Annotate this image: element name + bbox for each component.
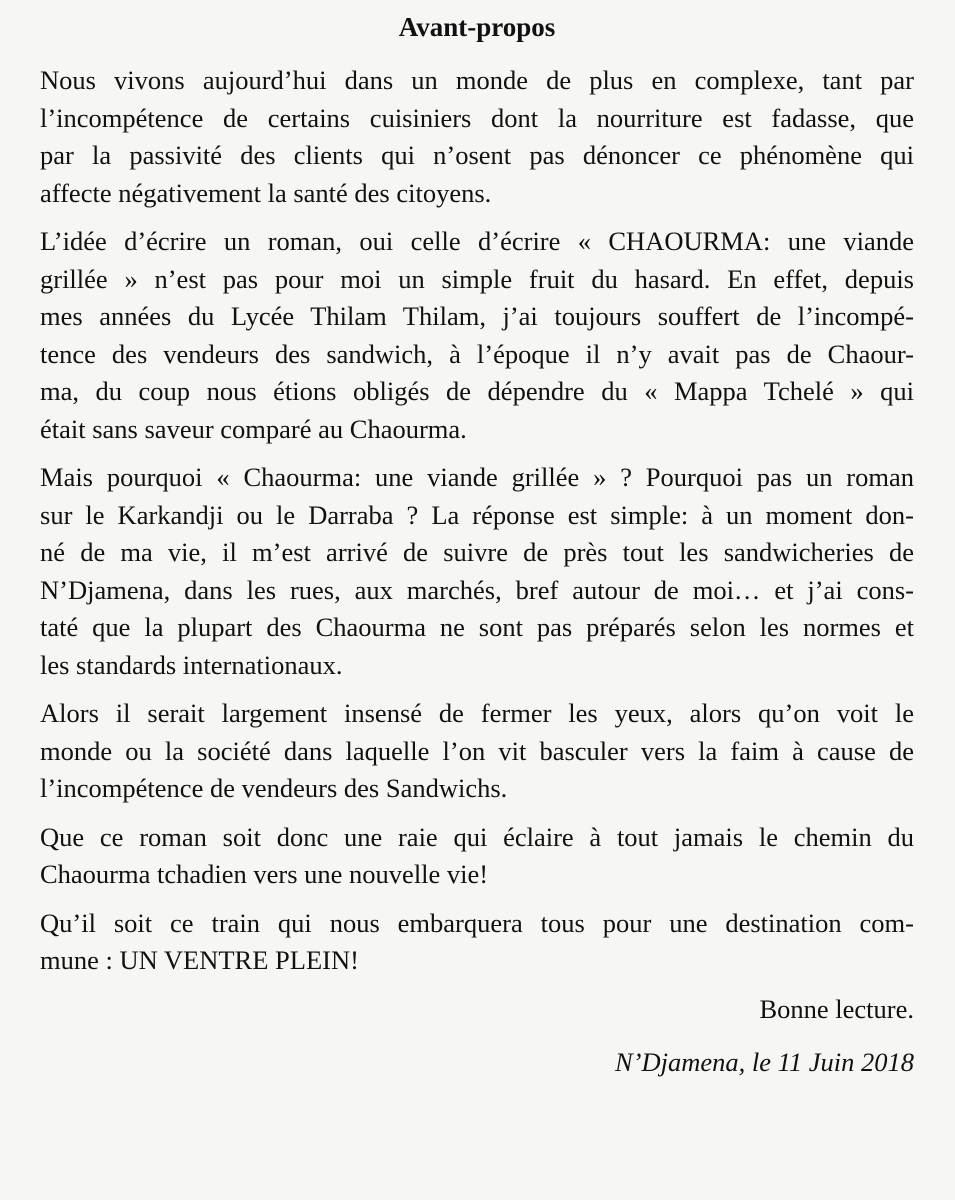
document-page <box>40 0 914 1082</box>
paragraph-2 <box>40 223 914 448</box>
text-line: Qu’il soit ce train qui nous embarquera tous pour une destination com- <box>40 907 914 938</box>
text-line: l’incompétence de certains cuisiniers dont la nourriture est fadasse, que <box>40 102 914 133</box>
text-line: mes années du Lycée Thilam Thilam, j’ai toujours souffert de l’incompé- <box>40 301 914 331</box>
text-line: L’idée d’écrire un roman, oui celle d’écrire « CHAOURMA: une viande <box>40 226 914 256</box>
text-line: N’Djamena, dans les rues, aux marchés, bref autour de moi… et j’ai cons- <box>40 574 914 605</box>
text-line: monde ou la société dans laquelle l’on vit basculer vers la faim à cause de <box>40 735 914 766</box>
text-line: par la passivité des clients qui n’osent pas dénoncer ce phénomène qui <box>40 140 914 170</box>
text-line: ma, du coup nous étions obligés de dépendre du « Mappa Tchelé » qui <box>40 376 914 406</box>
text-line: né de ma vie, il m’est arrivé de suivre de près tout les sandwicheries de <box>40 537 914 567</box>
text-line: les standards internationaux. <box>40 649 343 680</box>
text-line: Alors il serait largement insensé de fermer les yeux, alors qu’on voit le <box>40 698 914 728</box>
closing-line: Bonne lecture. <box>759 993 914 1024</box>
text-line: sur le Karkandji ou le Darraba ? La réponse est simple: à un moment don- <box>40 499 914 530</box>
body-text <box>40 62 914 980</box>
text-line: l’incompétence de vendeurs des Sandwichs. <box>40 773 508 803</box>
text-line: Nous vivons aujourd’hui dans un monde de plus en complexe, tant par <box>40 65 914 95</box>
text-line: taté que la plupart des Chaourma ne sont pas préparés selon les normes et <box>40 612 914 642</box>
paragraph-1 <box>40 62 914 212</box>
paragraph-4 <box>40 695 914 808</box>
paragraph-5 <box>40 819 914 894</box>
text-line: Mais pourquoi « Chaourma: une viande grillée » ? Pourquoi pas un roman <box>40 462 914 492</box>
text-line: grillée » n’est pas pour moi un simple fruit du hasard. En effet, depuis <box>40 263 914 294</box>
signature-place-date: N’Djamena, le 11 Juin 2018 <box>614 1047 914 1077</box>
text-line: tence des vendeurs des sandwich, à l’époque il n’y avait pas de Chaour- <box>40 338 914 369</box>
text-line: affecte négativement la santé des citoyens. <box>40 177 492 208</box>
paragraph-3 <box>40 459 914 684</box>
paragraph-6 <box>40 905 914 980</box>
page-title: Avant-propos <box>398 12 556 42</box>
text-line: mune : UN VENTRE PLEIN! <box>40 945 359 975</box>
text-line: Chaourma tchadien vers une nouvelle vie! <box>40 859 489 889</box>
text-line: Que ce roman soit donc une raie qui éclaire à tout jamais le chemin du <box>40 821 914 852</box>
text-line: était sans saveur comparé au Chaourma. <box>40 413 467 444</box>
